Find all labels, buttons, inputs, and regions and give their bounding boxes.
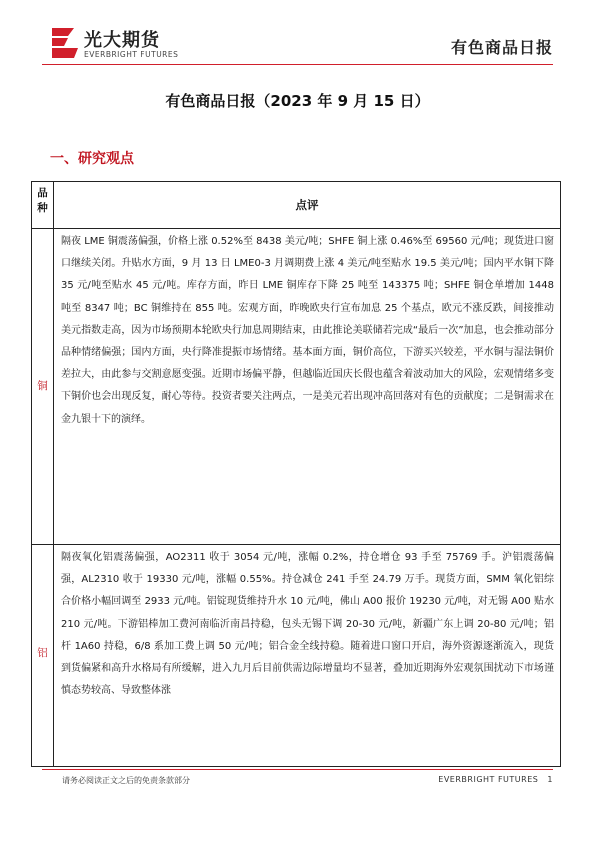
brand-name-en: EVERBRIGHT FUTURES [84,50,179,59]
document-title: 有色商品日报（2023 年 9 月 15 日） [165,92,430,110]
company-logo [50,26,180,64]
brand-name-cn: 光大期货 [84,30,160,51]
footer-brand-page [438,775,553,784]
header-divider [42,64,553,65]
footer-disclaimer: 请务必阅读正文之后的免责条款部分 [62,776,190,785]
footer-divider [42,769,553,770]
comment-aluminum: 隔夜氧化铝震荡偏强，AO2311 收于 3054 元/吨，涨幅 0.2%，持仓增仓 93 手至 75769 手。沪铝震荡偏强，AL2310 收于 19330 元/吨，涨幅 0.55%。持仓减仓 241 手至 24.79 万手。现货方面，SMM 氧化铝综合价格小幅回调至 2933 元/吨。铝锭现货维持升水 10 元/吨，佛山 A00 报价 19230 元/吨，对无锡 A00 贴水 210 元/吨。下游铝棒加工费河南临沂南昌持稳，包头无锡下调 20-30 元/吨，新疆广东上调 20-80 元/吨；铝杆 1A60 持稳，6/8 系加工费上调 50 元/吨；铝合金全线持稳。随着进口窗口开启，海外资源逐渐流入，现货到货偏紧和高升水格局有所缓解，进入九月后目前供需边际增量均不显著，叠加近期海外宏观氛围扰动下市场谨慎态势较高、导致整体涨 [61,552,554,697]
category-aluminum: 铝 [37,647,48,659]
logo-mark-icon [50,26,80,60]
header-category-cell [32,186,53,216]
research-view-table [31,181,561,767]
category-copper: 铜 [37,380,48,392]
report-type-label: 有色商品日报 [450,38,553,57]
footer-brand: EVERBRIGHT FUTURES [438,775,539,784]
comment-copper: 隔夜 LME 铜震荡偏强，价格上涨 0.52%至 8438 美元/吨；SHFE 铜上涨 0.46%至 69560 元/吨；现货进口窗口继续关闭。升贴水方面，9 月 13 日 LME0-3 月调期费上涨 4 美元/吨至贴水 19.5 美元/吨；国内平水铜下降 35 元/吨至贴水 45 元/吨。库存方面，昨日 LME 铜库存下降 25 吨至 143375 吨；SHFE 铜仓单增加 1448 吨至 8347 吨；BC 铜维持在 855 吨。宏观方面，昨晚欧央行宣布加息 25 个基点，欧元不涨反跌，间接推动美元指数走高，因为市场预期本轮欧央行加息周期结束，由此推论美联储若完成“最后一次”加息，也会推动部分品种情绪偏强；国内方面，央行降准提振市场情绪。基本面方面，铜价高位，下游买兴较差，平水铜与湿法铜价差拉大，由此参与交割意愿变强。近期市场偏平静，但越临近国庆长假也蕴含着波动加大的风险，宏观情绪多变下铜价也会出现反复，耐心等待。投资者要关注两点，一是美元若出现冲高回落对有色的贡献度；二是铜需求在金九银十下的演绎。 [61,236,554,425]
header-row-divider [32,228,560,229]
page-header [0,0,595,80]
column-divider [53,182,54,766]
header-category-char: 品 [37,187,48,199]
page-number: 1 [547,775,553,784]
header-category-char: 种 [37,202,48,214]
row-divider [32,544,560,545]
section-heading: 一、研究观点 [50,151,134,167]
header-comment-cell: 点评 [295,198,319,212]
